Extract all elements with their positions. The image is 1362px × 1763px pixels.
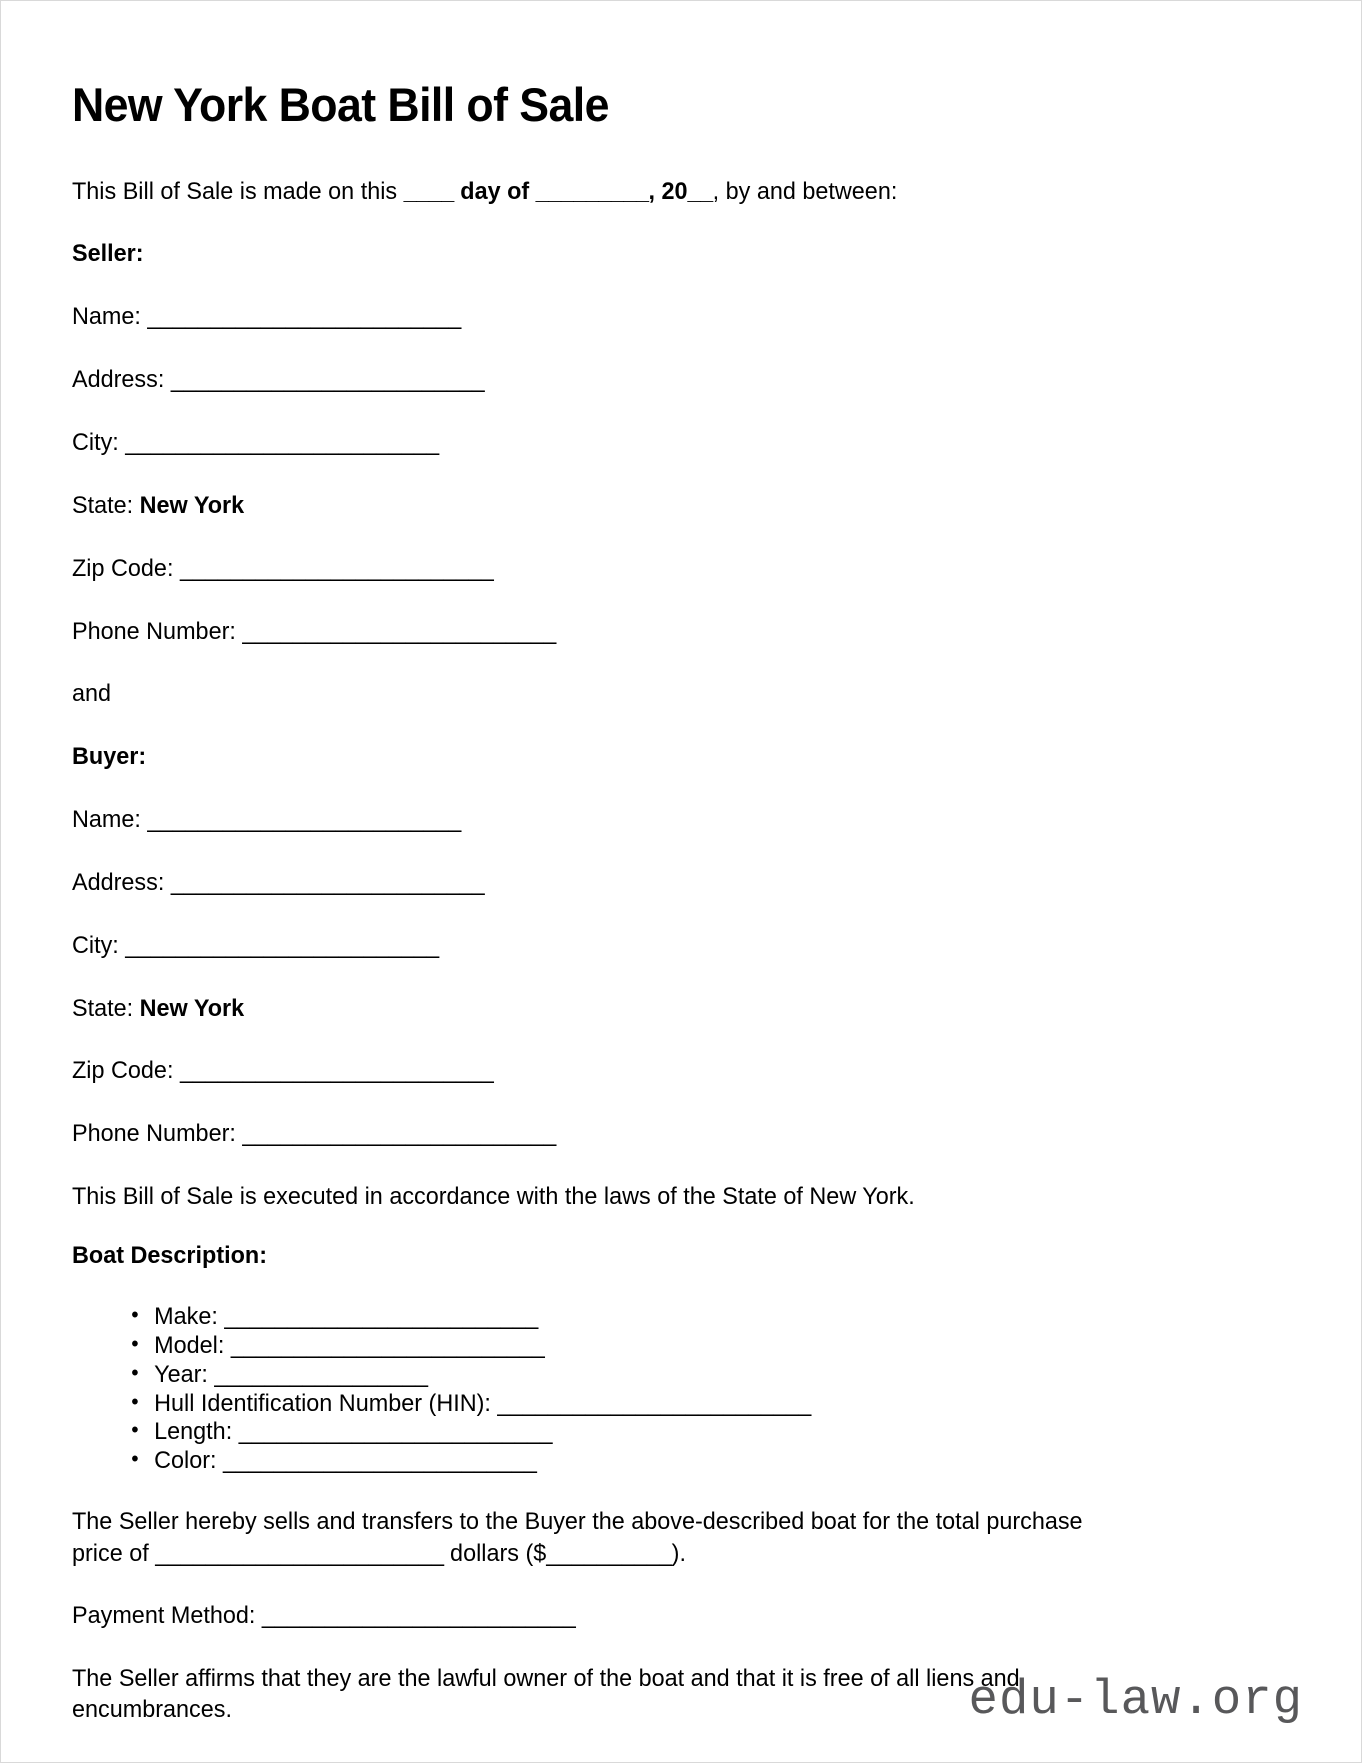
boat-year-label: Year: <box>154 1360 215 1388</box>
purchase-text-1: The Seller hereby sells and transfers to the Buyer the above-described boat for the total purchase price of <box>72 1508 1083 1567</box>
buyer-address-label: Address: <box>72 868 171 896</box>
buyer-city-blank: _________________________ <box>125 931 439 959</box>
seller-name-label: Name: <box>72 303 148 331</box>
seller-city-row <box>72 427 1197 459</box>
intro-day-blank: ____ <box>403 177 454 205</box>
intro-text-1: This Bill of Sale is made on this <box>72 177 404 205</box>
payment-method-row <box>72 1600 1197 1632</box>
conjunction-and: and <box>72 680 112 708</box>
buyer-state-label: State: <box>72 994 140 1022</box>
seller-phone-row <box>72 616 1197 648</box>
buyer-state-value: New York <box>139 994 245 1022</box>
list-item <box>131 1303 1197 1332</box>
purchase-price-paragraph <box>72 1506 1137 1569</box>
payment-method-label: Payment Method: <box>72 1601 262 1629</box>
boat-hin-label: Hull Identification Number (HIN): <box>154 1389 498 1417</box>
intro-text-2: day of <box>453 177 536 205</box>
seller-phone-blank: _________________________ <box>242 617 556 645</box>
seller-zip-row <box>72 553 1197 585</box>
boat-description-list <box>72 1303 1197 1476</box>
list-item <box>131 1361 1197 1390</box>
boat-length-blank: _________________________ <box>238 1418 553 1446</box>
buyer-zip-row <box>72 1055 1197 1087</box>
buyer-address-blank: _________________________ <box>170 868 485 896</box>
law-statement: This Bill of Sale is executed in accordance with the laws of the State of New York. <box>72 1183 915 1211</box>
buyer-phone-blank: _________________________ <box>242 1120 556 1148</box>
boat-model-label: Model: <box>154 1331 231 1359</box>
seller-phone-label: Phone Number: <box>72 617 243 645</box>
list-item <box>131 1332 1197 1361</box>
buyer-city-label: City: <box>72 931 126 959</box>
purchase-text-2: dollars ($ <box>443 1539 547 1567</box>
seller-state-label: State: <box>72 491 140 519</box>
intro-text-4: , by and between: <box>712 177 898 205</box>
seller-city-label: City: <box>72 429 126 456</box>
intro-month-blank: _________ <box>535 177 649 205</box>
seller-city-blank: _________________________ <box>125 429 439 456</box>
buyer-phone-row <box>72 1118 1197 1150</box>
seller-zip-blank: _________________________ <box>179 554 494 582</box>
boat-make-label: Make: <box>154 1302 225 1330</box>
seller-name-row <box>72 301 1197 333</box>
list-item <box>131 1447 1197 1476</box>
purchase-amount-words-blank: _______________________ <box>155 1539 444 1567</box>
seller-state-row <box>72 490 1197 522</box>
boat-model-blank: _________________________ <box>230 1331 545 1359</box>
seller-address-label: Address: <box>72 366 171 394</box>
seller-address-row <box>72 364 1197 396</box>
buyer-city-row <box>72 930 1197 962</box>
buyer-heading: Buyer: <box>72 743 147 771</box>
seller-state-value: New York <box>139 491 245 519</box>
boat-length-label: Length: <box>154 1418 239 1446</box>
purchase-amount-figures-blank: __________ <box>546 1539 672 1567</box>
buyer-phone-label: Phone Number: <box>72 1120 243 1148</box>
list-item <box>131 1418 1197 1447</box>
site-watermark: edu-law.org <box>968 1672 1303 1728</box>
buyer-name-blank: _________________________ <box>147 806 461 834</box>
list-item <box>131 1390 1197 1419</box>
buyer-zip-label: Zip Code: <box>72 1057 180 1085</box>
purchase-text-3: ). <box>671 1539 686 1567</box>
buyer-name-row <box>72 804 1197 836</box>
payment-method-blank: _________________________ <box>261 1601 576 1629</box>
boat-description-heading: Boat Description: <box>72 1241 267 1269</box>
document-content <box>72 79 1250 1757</box>
buyer-zip-blank: _________________________ <box>179 1057 494 1085</box>
boat-make-blank: _________________________ <box>224 1302 538 1330</box>
buyer-address-row <box>72 867 1197 899</box>
boat-color-label: Color: <box>154 1447 224 1475</box>
intro-year-blank: __ <box>687 177 713 205</box>
buyer-state-row <box>72 993 1197 1025</box>
intro-paragraph <box>72 176 1231 208</box>
page-title: New York Boat Bill of Sale <box>72 78 609 131</box>
buyer-name-label: Name: <box>72 806 148 834</box>
seller-zip-label: Zip Code: <box>72 554 180 582</box>
seller-name-blank: _________________________ <box>147 303 461 331</box>
boat-color-blank: _________________________ <box>223 1447 537 1475</box>
intro-text-3: , 20 <box>648 177 688 205</box>
affirmation-paragraph: The Seller affirms that they are the lawful owner of the boat and that it is free of all liens and encumbrances. <box>72 1664 1020 1724</box>
seller-heading: Seller: <box>72 240 144 268</box>
boat-year-blank: _________________ <box>214 1360 428 1388</box>
boat-hin-blank: _________________________ <box>497 1389 811 1417</box>
seller-address-blank: _________________________ <box>170 366 485 394</box>
